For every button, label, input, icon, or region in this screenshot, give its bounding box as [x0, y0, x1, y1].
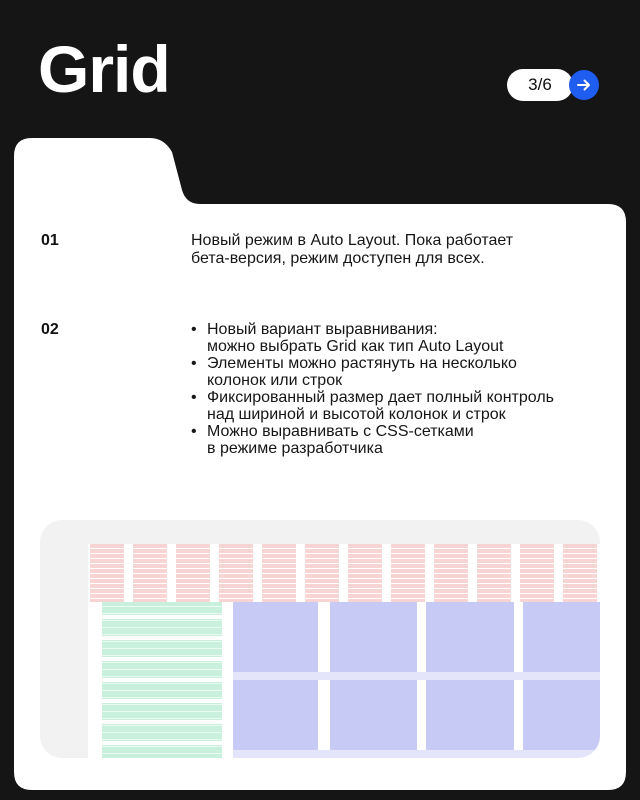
- grid-rule: [88, 563, 600, 564]
- grid-gutter: [233, 750, 600, 758]
- grid-row-rule: [102, 746, 222, 747]
- grid-row-gap: [102, 636, 222, 640]
- list-item: • Новый вариант выравнивания: можно выбрать Grid как тип Auto Layout: [191, 321, 591, 355]
- page-title: Grid: [38, 32, 170, 106]
- item-number: 01: [41, 232, 59, 249]
- grid-row-rule: [102, 620, 222, 621]
- grid-row-rule: [102, 641, 222, 642]
- feature-list: [191, 321, 591, 457]
- grid-row-rule: [102, 739, 222, 740]
- grid-row-gap: [102, 720, 222, 724]
- list-item: • Фиксированный размер дает полный контроль над шириной и высотой колонок и строк: [191, 389, 591, 423]
- grid-rule: [88, 558, 600, 559]
- grid-cell: [233, 602, 318, 672]
- grid-row-rule: [102, 634, 222, 635]
- item-description: Новый режим в Auto Layout. Пока работает бета-версия, режим доступен для всех.: [191, 232, 514, 267]
- grid-row-rule: [102, 613, 222, 614]
- grid-row-rule: [102, 753, 222, 754]
- grid-rule: [88, 548, 600, 549]
- grid-rule: [88, 588, 600, 589]
- grid-illustration: [40, 520, 600, 758]
- grid-row-rule: [102, 655, 222, 656]
- item-02: [41, 321, 591, 457]
- grid-row-rule: [102, 732, 222, 733]
- grid-row-rule: [102, 676, 222, 677]
- grid-cell: [330, 680, 417, 750]
- grid-rule: [88, 573, 600, 574]
- grid-row-rule: [102, 711, 222, 712]
- grid-rule: [88, 598, 600, 599]
- grid-row-rule: [102, 606, 222, 607]
- grid-row-rule: [102, 627, 222, 628]
- grid-row-rule: [102, 718, 222, 719]
- list-item: • Элементы можно растянуть на несколько колонок или строк: [191, 355, 591, 389]
- grid-cell: [233, 680, 318, 750]
- grid-cell: [426, 680, 514, 750]
- grid-row-gap: [102, 741, 222, 745]
- grid-row-rule: [102, 683, 222, 684]
- page-indicator: 3/6: [507, 69, 573, 101]
- grid-cell: [523, 680, 600, 750]
- grid-row-gap: [102, 678, 222, 682]
- grid-rule: [88, 583, 600, 584]
- grid-row-rule: [102, 725, 222, 726]
- item-01: [41, 232, 551, 268]
- grid-row-gap: [102, 699, 222, 703]
- grid-rule: [88, 568, 600, 569]
- grid-diagram: [40, 520, 600, 758]
- grid-row-rule: [102, 704, 222, 705]
- grid-row-rule: [102, 697, 222, 698]
- grid-cell: [330, 602, 417, 672]
- grid-row-rule: [102, 690, 222, 691]
- grid-row-rule: [102, 648, 222, 649]
- grid-rule: [88, 578, 600, 579]
- list-item: • Можно выравнивать с CSS-сетками в режиме разработчика: [191, 423, 591, 457]
- item-number: 02: [41, 321, 59, 338]
- grid-cell: [426, 602, 514, 672]
- grid-rule: [88, 593, 600, 594]
- grid-row-gap: [102, 615, 222, 619]
- grid-row-rule: [102, 662, 222, 663]
- grid-row-rule: [102, 669, 222, 670]
- grid-gutter: [233, 672, 600, 680]
- grid-row-gap: [102, 657, 222, 661]
- grid-cell: [523, 602, 600, 672]
- grid-rule: [88, 553, 600, 554]
